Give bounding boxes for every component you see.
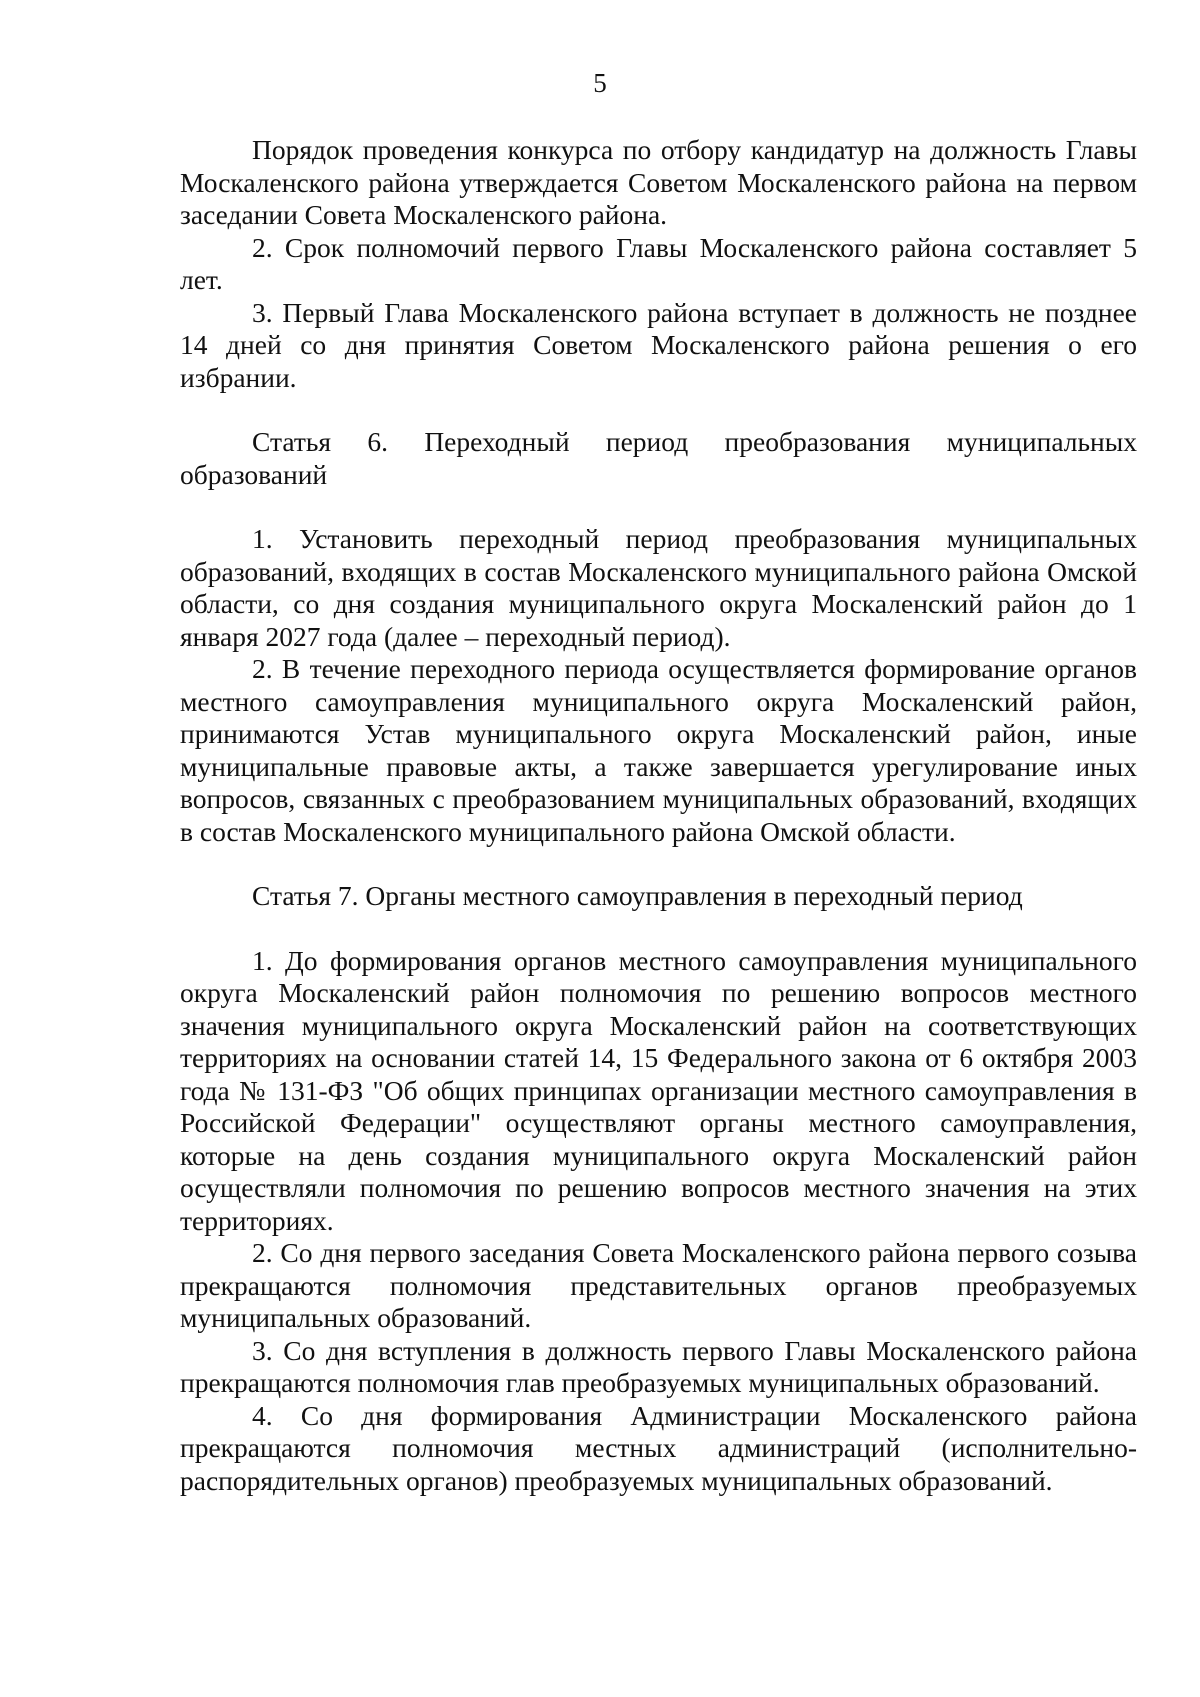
- article-6-item-1: 1. Установить переходный период преобразования муниципальных образований, входящих в состав Москаленского муниципального района Омской области, со дня создания муниципального округа Москаленский район до 1 января 2027 года (далее – переходный период).: [180, 523, 1137, 652]
- page-number: 5: [593, 68, 607, 98]
- spacer: [180, 848, 1137, 880]
- article-7-item-3: 3. Со дня вступления в должность первого Главы Москаленского района прекращаются полномочия глав преобразуемых муниципальных образований.: [180, 1334, 1137, 1398]
- article-7-item-4: 4. Со дня формирования Администрации Москаленского района прекращаются полномочия местных администраций (исполнительно-распорядительных органов) преобразуемых муниципальных образований.: [180, 1399, 1137, 1496]
- spacer: [180, 913, 1137, 945]
- article-6-title: Статья 6. Переходный период преобразования муниципальных образований: [180, 426, 1137, 490]
- spacer: [180, 394, 1137, 426]
- article-7-title: Статья 7. Органы местного самоуправления в переходный период: [252, 880, 1023, 911]
- article-7-item-1: 1. До формирования органов местного самоуправления муниципального округа Москаленский район полномочия по решению вопросов местного значения муниципального округа Москаленский район на соответствующих территориях на основании статей 14, 15 Федерального закона от 6 октября 2003 года № 131-ФЗ "Об общих принципах организации местного самоуправления в Российской Федерации" осуществляют органы местного самоуправления, которые на день создания муниципального округа Москаленский район осуществляли полномочия по решению вопросов местного значения на этих территориях.: [180, 944, 1137, 1236]
- document-body: [180, 134, 1137, 1497]
- article-7-item-2: 2. Со дня первого заседания Совета Москаленского района первого созыва прекращаются полномочия представительных органов преобразуемых муниципальных образований.: [180, 1237, 1137, 1333]
- paragraph-contest-procedure: Порядок проведения конкурса по отбору кандидатур на должность Главы Москаленского района утверждается Советом Москаленского района на первом заседании Совета Москаленского района.: [180, 134, 1137, 230]
- article-6-item-2: 2. В течение переходного периода осуществляется формирование органов местного самоуправления муниципального округа Москаленский район, принимаются Устав муниципального округа Москаленский район, иные муниципальные правовые акты, а также завершается урегулирование иных вопросов, связанных с преобразованием муниципальных образований, входящих в состав Москаленского муниципального района Омской области.: [180, 653, 1137, 847]
- paragraph-assumption-of-office: 3. Первый Глава Москаленского района вступает в должность не позднее 14 дней со дня принятия Советом Москаленского района решения о его избрании.: [180, 296, 1137, 393]
- spacer: [180, 491, 1137, 523]
- paragraph-term-of-office: 2. Срок полномочий первого Главы Москаленского района составляет 5 лет.: [180, 231, 1137, 295]
